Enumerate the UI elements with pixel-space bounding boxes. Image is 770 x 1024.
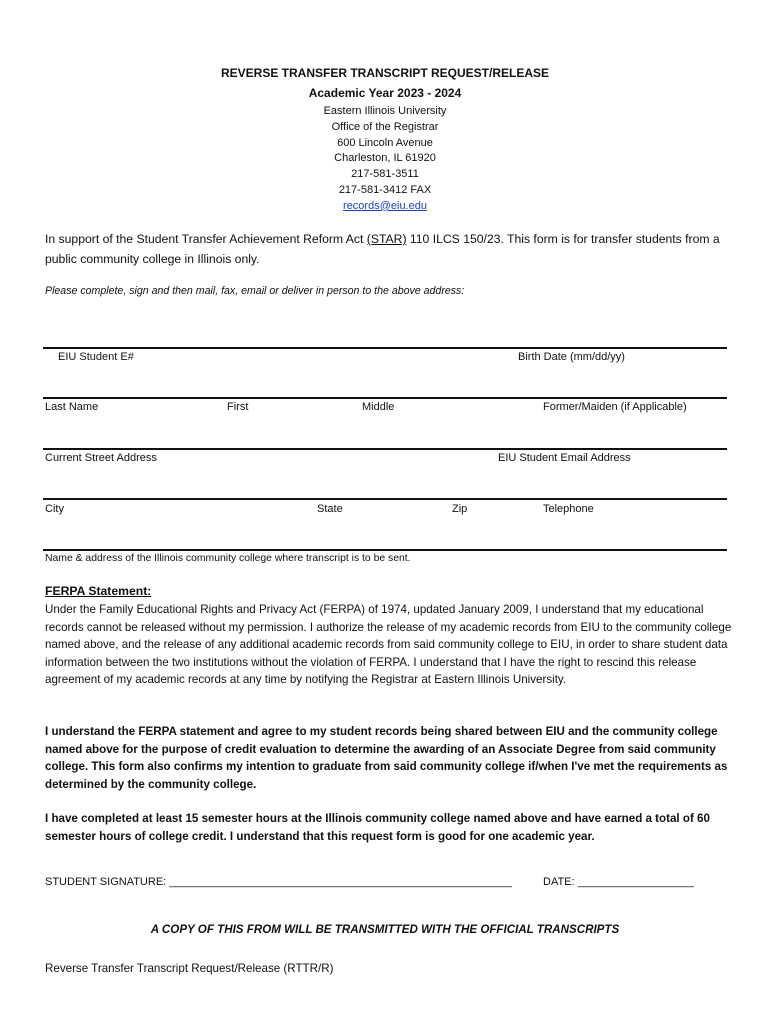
copy-notice: A COPY OF THIS FROM WILL BE TRANSMITTED WITH THE OFFICIAL TRANSCRIPTS — [150, 923, 620, 936]
intro-text-2: 110 ILCS 150/23. This form is for transfer students from a public community college in Illinois only. — [45, 232, 720, 266]
intro-text-1: In support of the Student Transfer Achievement Reform Act — [45, 232, 367, 246]
label-student-email: EIU Student Email Address — [498, 452, 631, 464]
field-rule-college[interactable] — [43, 549, 727, 551]
ferpa-statement: Under the Family Educational Rights and Privacy Act (FERPA) of 1974, updated January 2009, I understand that my educational records cannot be released without my permission. I authorize the release of my academic records from EIU to the community college named above, and the release of any additional academic records from said community college to EIU, in order to share student data information between the two institutions without the violation of FERPA. I understand that I have the right to rescind this release agreement of my academic records at any time by notifying the Registrar at Eastern Illinois University. — [45, 603, 732, 686]
label-zip: Zip — [452, 503, 468, 515]
instructions: Please complete, sign and then mail, fax, email or deliver in person to the above address: — [45, 285, 465, 297]
label-former-name: Former/Maiden (if Applicable) — [543, 401, 687, 413]
ferpa-heading — [45, 584, 151, 598]
registrar-address — [0, 104, 770, 215]
form-footer: Reverse Transfer Transcript Request/Release (RTTR/R) — [45, 962, 334, 975]
intro-paragraph — [45, 229, 735, 269]
field-rule-name[interactable] — [43, 397, 727, 399]
agreement-paragraph: I understand the FERPA statement and agree to my student records being shared between EIU and the community college named above for the purpose of credit evaluation to determine the awarding of an Associate Degree from said community college. This form also confirms my intention to graduate from said community college if/when I've met the requirements as determined by the community college. — [45, 725, 728, 791]
street-address: 600 Lincoln Avenue — [337, 136, 433, 149]
label-street-address: Current Street Address — [45, 452, 157, 464]
label-last-name: Last Name — [45, 401, 99, 413]
academic-year: Academic Year 2023 - 2024 — [308, 86, 462, 100]
field-rule-address[interactable] — [43, 448, 727, 450]
hours-paragraph: I have completed at least 15 semester hours at the Illinois community college named above and have earned a total of 60 semester hours of college credit. I understand that this request form is good for one academic year. — [45, 812, 710, 843]
student-signature-line[interactable]: STUDENT SIGNATURE: ________________________________________________________ — [45, 876, 512, 888]
fax-number: 217-581-3412 FAX — [338, 183, 432, 196]
registrar-email-link[interactable]: records@eiu.edu — [343, 199, 427, 212]
field-rule-student-id[interactable] — [43, 347, 727, 349]
label-state: State — [317, 503, 343, 515]
phone-number: 217-581-3511 — [351, 168, 419, 181]
label-city: City — [45, 503, 64, 515]
label-middle-name: Middle — [362, 401, 395, 413]
label-birth-date: Birth Date (mm/dd/yy) — [518, 351, 625, 363]
university-name: Eastern Illinois University — [323, 105, 447, 117]
field-rule-city[interactable] — [43, 498, 727, 500]
label-student-id: EIU Student E# — [58, 351, 134, 363]
office-name: Office of the Registrar — [331, 120, 439, 133]
signature-date-line[interactable]: DATE: ___________________ — [543, 876, 694, 888]
label-telephone: Telephone — [543, 503, 594, 515]
city-state-zip: Charleston, IL 61920 — [334, 152, 436, 165]
label-first-name: First — [227, 401, 249, 413]
form-title: REVERSE TRANSFER TRANSCRIPT REQUEST/RELEASE — [220, 66, 550, 80]
star-act-link: (STAR) — [366, 232, 407, 246]
ferpa-heading-colon: : — [147, 584, 152, 598]
ferpa-heading-text: FERPA Statement — [45, 584, 148, 598]
label-community-college: Name & address of the Illinois community college where transcript is to be sent. — [45, 553, 411, 564]
